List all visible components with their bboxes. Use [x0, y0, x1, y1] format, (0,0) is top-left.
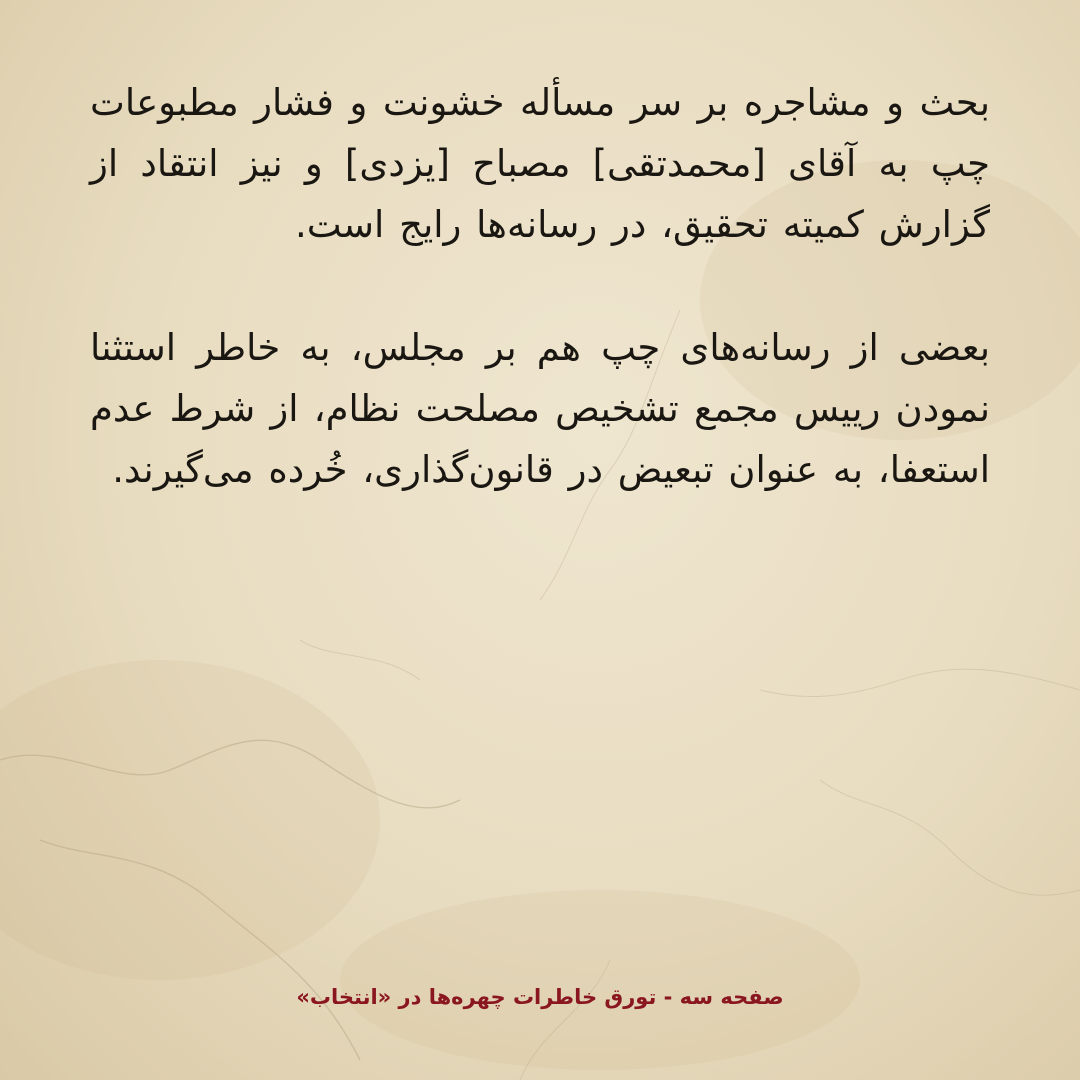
article-body — [90, 72, 990, 500]
paragraph-2: بعضی از رسانه‌های چپ هم بر مجلس، به خاطر استثنا نمودن رییس مجمع تشخیص مصلحت نظام، از شرط عدم استعفا، به عنوان تبعیض در قانون‌گذاری، خُرده می‌گیرند. — [90, 326, 990, 491]
page-footer: صفحه سه - تورق خاطرات چهره‌ها در «انتخاب» — [296, 985, 784, 1009]
paragraph-1: بحث و مشاجره بر سر مسأله خشونت و فشار مطبوعات چپ به آقای [محمدتقی] مصباح [یزدی] و نیز انتقاد از گزارش کمیته تحقیق، در رسانه‌ها رایج است. — [90, 81, 990, 246]
